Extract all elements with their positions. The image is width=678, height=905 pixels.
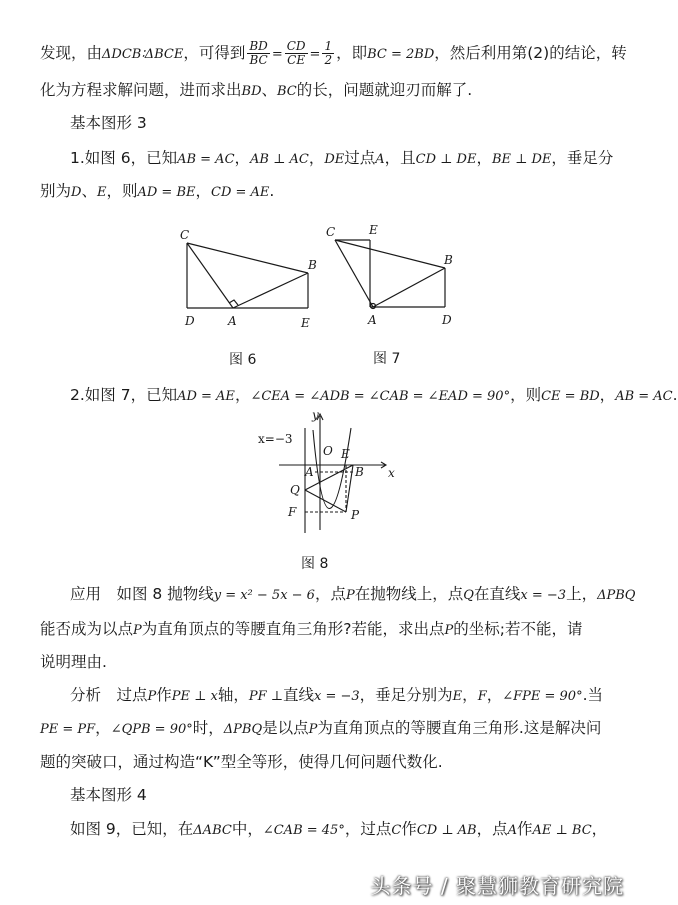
label-x-eq-neg3: x=−3 [258, 432, 293, 446]
figure-8-caption: 图 8 [301, 556, 329, 572]
text: 发现，由 [40, 44, 103, 62]
label-y: y [312, 408, 319, 422]
math-expr: BC = 2BD [367, 47, 435, 62]
fraction: $\frac{1}{2}$ [324, 39, 333, 67]
label-a: A [228, 314, 237, 328]
label-e: E [341, 447, 350, 461]
text-line-12: 题的突破口，通过构造“K”型全等形，使得几何问题代数化. [40, 753, 443, 771]
label-p: P [351, 508, 360, 522]
fraction: $\frac{CD}{CE}$ [286, 39, 306, 67]
label-f: F [288, 505, 297, 519]
section-heading-4: 基本图形 4 [70, 786, 147, 804]
label-b: B [308, 258, 317, 272]
text-line-2: 化为方程求解问题，进而求出BD、BC的长，问题就迎刃而解了. [40, 81, 473, 99]
label-q: Q [290, 483, 300, 497]
text: ，可得到 [183, 44, 246, 62]
text-line-11: PE = PF，∠QPB = 90°时，ΔPBQ是以点P为直角顶点的等腰直角三角形.这是解决问 [40, 719, 602, 737]
figure-6-caption: 图 6 [229, 352, 257, 368]
text-line-9: 说明理由. [40, 653, 107, 671]
figure-7 [320, 220, 470, 340]
label-e: E [301, 316, 310, 330]
label-b: B [444, 253, 453, 267]
label-o: O [323, 444, 333, 458]
label-a: A [305, 465, 314, 479]
figure-7-caption: 图 7 [373, 351, 401, 367]
text-line-8: 能否成为以点P为直角顶点的等腰直角三角形?若能，求出点P的坐标;若不能，请 [40, 620, 583, 638]
math-expr: ΔDCB∶ΔBCE [102, 47, 184, 62]
label-a: A [368, 313, 377, 327]
watermark: 头条号 / 聚慧狮教育研究院 [370, 874, 624, 898]
label-b: B [355, 465, 364, 479]
label-c: C [180, 228, 190, 242]
text-line-4: 1.如图 6，已知AB = AC，AB ⊥ AC，DE过点A，且CD ⊥ DE，BE ⊥ DE，垂足分 [70, 149, 614, 167]
text-line-6: 2.如图 7，已知AD = AE，∠CEA = ∠ADB = ∠CAB = ∠EAD = 90°，则CE = BD，AB = AC. [70, 386, 678, 404]
label-d: D [442, 313, 452, 327]
figure-6 [175, 225, 335, 340]
section-heading-3: 基本图形 3 [70, 114, 147, 132]
text-line-10: 分析 过点P作PE ⊥ x轴，PF ⊥直线x = −3，垂足分别为E，F，∠FPE = 90°.当 [70, 686, 604, 704]
text-line-1: 发现，由ΔDCB∶ΔBCE，可得到 $\frac{BD}{BC}$ = $\frac{CD}{CE}$ = $\frac{1}{2}$ ，即BC = 2BD，然后利用第(2)的结论，转 [40, 39, 627, 67]
text-line-5: 别为D、E，则AD = BE，CD = AE. [40, 182, 275, 200]
label-d: D [185, 314, 195, 328]
label-c: C [326, 225, 336, 239]
label-x: x [388, 466, 395, 480]
fraction: $\frac{BD}{BC}$ [249, 39, 268, 67]
text-line-14: 如图 9，已知，在ΔABC中，∠CAB = 45°，过点C作CD ⊥ AB，点A作AE ⊥ BC， [70, 820, 608, 838]
figure-8 [255, 408, 415, 538]
text-line-7: 应用 如图 8 抛物线y = x² − 5x − 6，点P在抛物线上，点Q在直线x = −3上，ΔPBQ [70, 585, 636, 603]
label-e: E [369, 223, 378, 237]
